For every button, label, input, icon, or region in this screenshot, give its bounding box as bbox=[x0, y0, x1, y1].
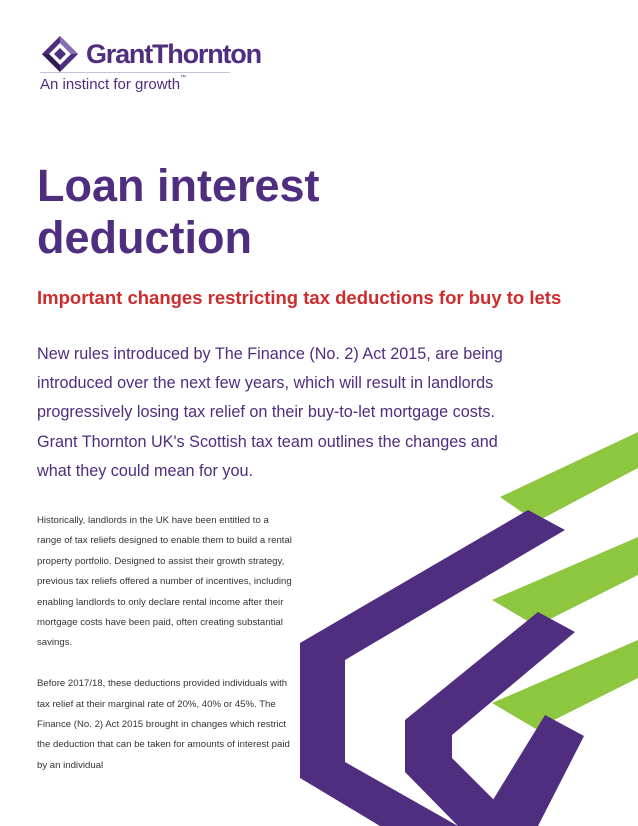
body-paragraph-1: Historically, landlords in the UK have been entitled to a range of tax reliefs designed to enable them to build a rental property portfolio. Designed to assist their growth strategy, previous tax reliefs offered a number of incentives, including enabling landlords to only declare rental income after their mortgage costs have been paid, often creating substantial savings. bbox=[37, 515, 292, 649]
chevron-green-2 bbox=[492, 537, 638, 626]
page-title: Loan interest deduction bbox=[37, 160, 320, 263]
trademark-symbol: ™ bbox=[180, 75, 187, 81]
brand-tagline bbox=[40, 76, 186, 93]
chevron-purple-3 bbox=[488, 715, 584, 826]
body-paragraph-2: Before 2017/18, these deductions provided individuals with tax relief at their marginal rate of 20%, 40% or 45%. The Finance (No. 2) Act 2015 brought in changes which restrict the deduction that can be taken for amounts of interest paid by an individual bbox=[37, 678, 290, 771]
grant-thornton-logo bbox=[38, 28, 261, 98]
body-text bbox=[37, 511, 292, 776]
brand-name: GrantThornton bbox=[86, 39, 261, 69]
chevron-purple-1 bbox=[300, 510, 565, 826]
brand-tagline-text: An instinct for growth bbox=[40, 76, 181, 93]
chevron-green-3 bbox=[492, 640, 638, 729]
intro-paragraph: New rules introduced by The Finance (No. 2) Act 2015, are being introduced over the next few years, which will result in landlords progressively losing tax relief on their buy-to-let mortgage costs. Grant Thornton UK's Scottish tax team outlines the changes and what they could mean for you. bbox=[37, 345, 503, 480]
logo-divider bbox=[40, 72, 230, 73]
page-subtitle: Important changes restricting tax deductions for buy to lets bbox=[37, 287, 562, 308]
chevron-purple-2 bbox=[405, 612, 575, 826]
grant-thornton-logo-mark-icon bbox=[40, 34, 80, 74]
